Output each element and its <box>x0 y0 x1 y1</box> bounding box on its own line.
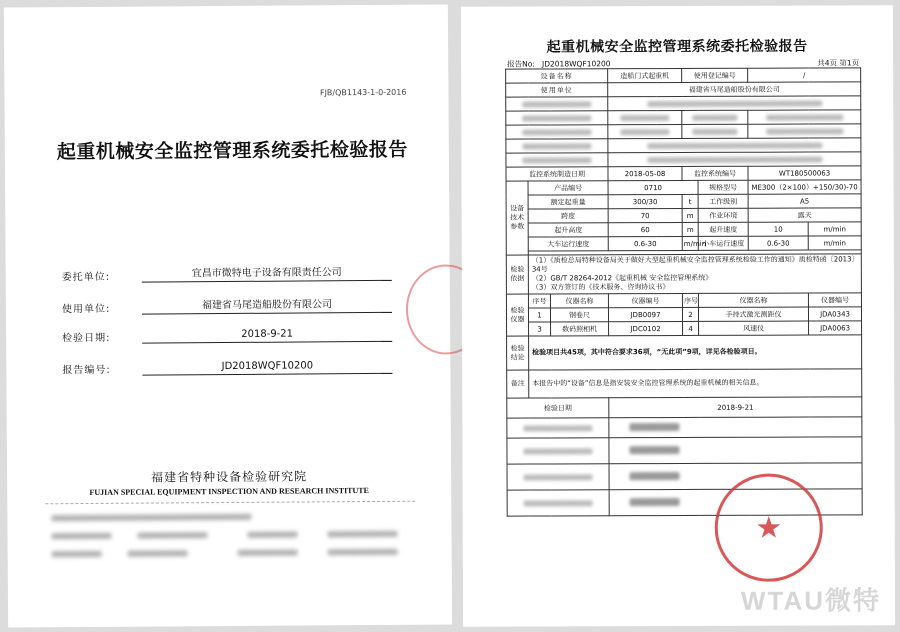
table-row <box>507 397 862 418</box>
cell: 手持式激光测距仪 <box>699 307 809 321</box>
column-header: 仪器名称 <box>550 294 608 308</box>
report-page <box>461 5 895 627</box>
label-cell: 检验日期 <box>507 398 609 418</box>
unit-cell: m/min <box>682 236 698 250</box>
cell: JDB0097 <box>609 307 683 321</box>
institute-name-en: FUJIAN SPECIAL EQUIPMENT INSPECTION AND RESEARCH INSTITUTE <box>89 486 369 497</box>
instrument-header-row <box>506 293 861 308</box>
cell: JDC0102 <box>609 321 683 335</box>
redacted-address <box>51 514 251 521</box>
field-value: 2018-9-21 <box>142 328 392 344</box>
field-value: 宜昌市微特电子设备有限责任公司 <box>142 263 392 283</box>
field-label: 使用单位: <box>61 303 111 316</box>
redacted-info <box>128 550 188 556</box>
label-cell: 工作级别 <box>698 194 748 208</box>
column-header: 仪器编号 <box>808 293 861 307</box>
value-cell: 0.6-30 <box>748 236 808 250</box>
redacted-info <box>138 532 208 538</box>
cell: 4 <box>683 321 699 335</box>
value-cell: / <box>748 68 861 82</box>
page-count: 共4页 第1页 <box>817 58 860 68</box>
table-row <box>507 369 862 398</box>
table-row <box>506 82 861 97</box>
field-label: 检验日期: <box>62 332 111 345</box>
cell: 数码照相机 <box>551 322 609 336</box>
unit-cell: m <box>682 222 698 236</box>
field-value: JD2018WQF10200 <box>142 360 392 376</box>
field-value: 福建省马尾造船股份有限公司 <box>142 295 392 315</box>
table-row-redacted <box>506 96 861 111</box>
star-icon: ★ <box>755 510 783 546</box>
value-cell: 0.6-30 <box>608 236 682 250</box>
basis-item: （2）GB/T 28264-2012《起重机械 安全监控管理系统》 <box>531 273 713 283</box>
table-row <box>506 68 861 83</box>
instrument-row <box>507 321 862 336</box>
redacted-info <box>328 531 398 537</box>
value-cell: A5 <box>748 194 861 208</box>
label-cell: 大车运行速度 <box>528 237 608 251</box>
label-cell: 起升高度 <box>528 223 608 237</box>
label-cell: 额定起重量 <box>528 195 608 209</box>
document-code: FJB/QB1143-1-0-2016 <box>319 87 407 98</box>
label-cell: 监控系统制造日期 <box>506 167 608 181</box>
value-cell: 60 <box>608 222 682 236</box>
instrument-row <box>506 307 861 322</box>
value-cell: WT180500063 <box>748 166 861 180</box>
cover-page <box>4 4 452 627</box>
label-cell: 小车运行速度 <box>698 236 748 250</box>
basis-item: （3）双方签订的《技术服务、咨询协议书》 <box>531 283 670 292</box>
table-row-redacted <box>506 152 861 167</box>
table-row <box>506 180 861 195</box>
report-number: 报告No: JD2018WQF10200 <box>507 59 611 69</box>
field-report-number <box>62 359 392 376</box>
signature-row <box>507 417 862 438</box>
official-seal <box>715 473 823 581</box>
field-label: 报告编号: <box>62 364 111 377</box>
cell: 2 <box>683 307 699 321</box>
table-row-redacted <box>506 138 861 153</box>
unit-cell: t <box>682 194 698 208</box>
label-cell: 设备名称 <box>506 69 608 83</box>
table-row <box>506 236 861 251</box>
value-cell: 300/30 <box>608 194 682 208</box>
cell: JDA0063 <box>809 321 862 335</box>
table-row <box>507 335 862 370</box>
label-cell: 作业环境 <box>698 208 748 222</box>
label-cell: 使用登记编号 <box>682 68 748 82</box>
unit-cell: m/min <box>808 236 861 250</box>
value-cell: ME300（2×100）+150/30)-70 <box>748 180 861 194</box>
table-row <box>506 208 861 223</box>
signature-redacted <box>630 471 680 479</box>
params-label: 设备技术参数 <box>506 181 528 255</box>
field-entrusting-unit <box>62 263 392 283</box>
table-row-redacted <box>506 124 861 139</box>
cell: 风速仪 <box>699 321 809 335</box>
value-cell: 造船门式起重机 <box>608 68 682 82</box>
report-title: 起重机械安全监控管理系统委托检验报告 <box>546 38 808 56</box>
label-cell: 规格型号 <box>698 180 748 194</box>
basis-item: （1）《质检总局特种设备局关于做好大型起重机械安全监控管理系统检验工作的通知》质检特函〔2013〕34号 <box>531 255 856 274</box>
value-cell: 70 <box>608 208 682 222</box>
institute-name-cn: 福建省特种设备检验研究院 <box>151 469 308 485</box>
value-cell: 2018-05-08 <box>608 166 682 180</box>
signature-row <box>507 463 862 490</box>
label-cell: 产品编号 <box>528 181 608 195</box>
signature-row <box>507 437 862 464</box>
watermark-logo: WTAU微特 <box>740 585 882 616</box>
value-cell: 2018-9-21 <box>609 397 862 418</box>
cell: JDA0343 <box>809 307 862 321</box>
cell: 3 <box>529 322 551 336</box>
remark-label: 备注 <box>507 370 529 398</box>
column-header: 仪器名称 <box>698 293 808 307</box>
field-label: 委托单位: <box>61 271 111 284</box>
table-row <box>506 222 861 237</box>
conclusion-text: 检验项目共45项，其中符合要求36项，“无此项”9项，详见各检验项目。 <box>529 335 862 370</box>
cell: 钢卷尺 <box>550 308 608 322</box>
table-row <box>506 194 861 209</box>
basis-label: 检验依据 <box>506 255 528 294</box>
redacted-info <box>328 549 398 555</box>
column-header: 仪器编号 <box>608 293 682 307</box>
label-cell: 监控系统编号 <box>682 166 748 180</box>
table-row <box>506 166 861 181</box>
signature-redacted <box>629 445 679 453</box>
conclusion-label: 检验结论 <box>507 336 529 370</box>
unit-cell: m <box>682 208 698 222</box>
value-cell: 0710 <box>608 180 698 194</box>
label-cell: 使用单位 <box>506 83 608 97</box>
cell: 1 <box>528 308 550 322</box>
report-table <box>505 67 863 516</box>
signature-redacted <box>630 497 680 505</box>
value-cell: 10 <box>748 222 808 236</box>
basis-content <box>528 254 861 294</box>
redacted-info <box>248 532 298 538</box>
signature-redacted <box>629 422 679 430</box>
cover-title: 起重机械安全监控管理系统委托检验报告 <box>56 138 408 164</box>
field-inspection-date <box>62 327 392 344</box>
table-row-redacted <box>506 110 861 125</box>
redacted-info <box>238 550 298 556</box>
value-cell: 露天 <box>748 208 861 222</box>
label-cell: 跨度 <box>528 209 608 223</box>
value-cell: 福建省马尾造船股份有限公司 <box>608 82 861 97</box>
instruments-label: 检验仪器 <box>506 294 528 336</box>
field-user-unit <box>62 295 392 315</box>
redacted-info <box>52 551 102 557</box>
unit-cell: m/min <box>808 222 861 236</box>
redacted-info <box>52 533 112 539</box>
table-row <box>506 254 861 294</box>
column-header: 序号 <box>682 293 698 307</box>
remark-text: 本报告中的“设备”信息是指安装安全监控管理系统的起重机械的相关信息。 <box>529 369 862 398</box>
divider <box>45 501 415 505</box>
column-header: 序号 <box>528 294 550 308</box>
label-cell: 起升速度 <box>698 222 748 236</box>
